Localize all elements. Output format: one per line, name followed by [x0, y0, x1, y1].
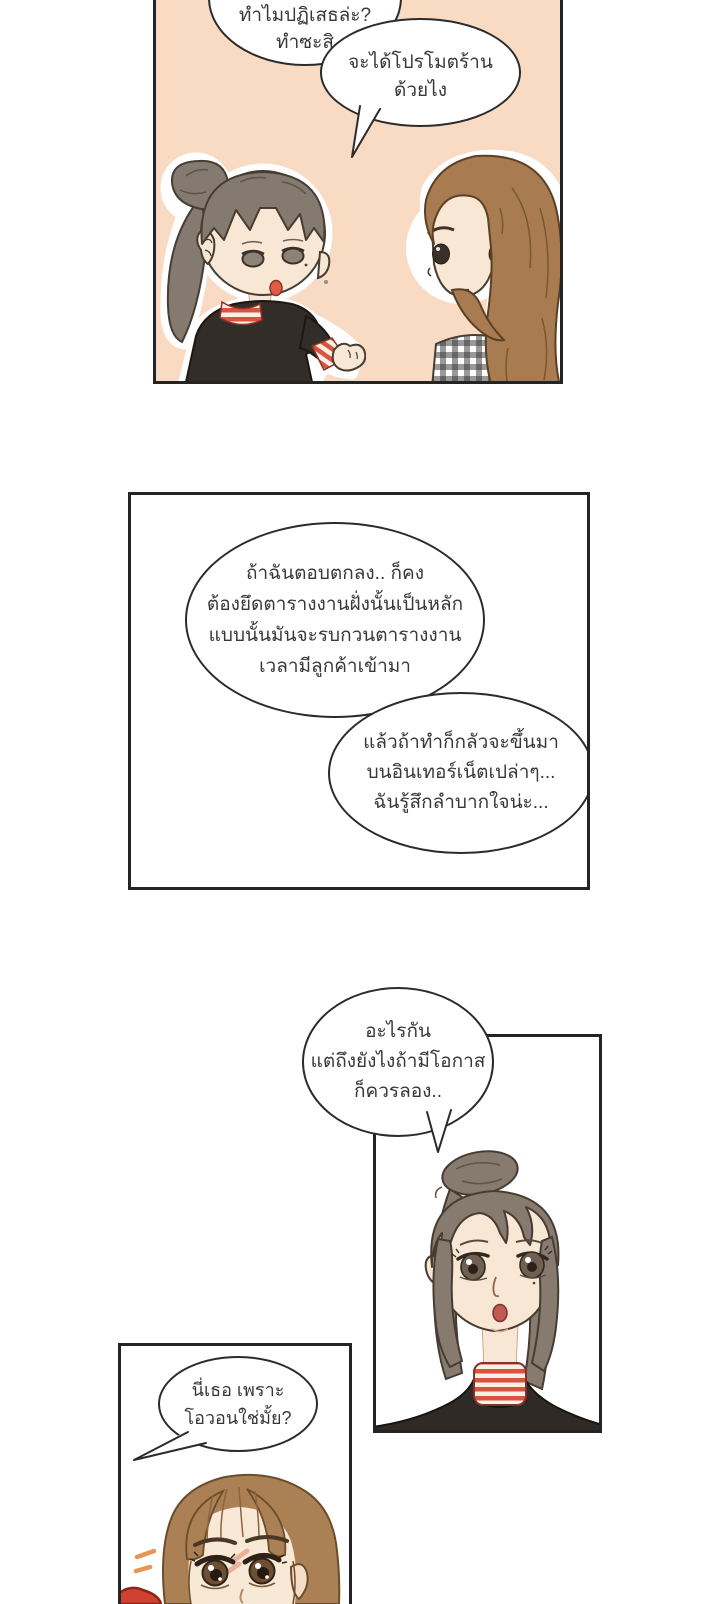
red-object [121, 1588, 161, 1604]
speech-line: อะไรกัน [365, 1021, 431, 1042]
speech-line: ฉันรู้สึกลำบากใจน่ะ... [373, 792, 549, 813]
speech-line: ด้วยไง [394, 79, 447, 101]
speech-line: ทำซะสิ [276, 32, 334, 53]
character-girl-wavy-hair [392, 148, 563, 384]
speech-line: เวลามีลูกค้าเข้ามา [259, 656, 411, 677]
speech-line: ทำไมปฏิเสธล่ะ? [238, 5, 372, 26]
comic-panel-2 [128, 492, 590, 890]
mouth [493, 1305, 507, 1322]
speech-line: โอวอนใช่มั้ย? [184, 1408, 292, 1428]
striped-turtleneck [474, 1363, 526, 1405]
speech-line: ก็ควรลอง.. [354, 1081, 442, 1102]
speech-bubble-3 [185, 522, 485, 718]
speech-line: บนอินเทอร์เน็ตเปล่าๆ... [366, 762, 556, 783]
right-eye [283, 249, 304, 264]
emphasis-marks [136, 1551, 154, 1571]
left-eye [243, 252, 264, 267]
speech-line: แล้วถ้าทำก็กลัวจะขึ้นมา [363, 732, 559, 753]
hand [333, 344, 366, 371]
character-girl-brown-bangs [121, 1461, 349, 1604]
bubble-tail [340, 100, 390, 162]
speech-bubble-4 [328, 692, 590, 854]
character-girl-high-ponytail [376, 1117, 599, 1433]
speech-line: แต่ถึงยังไงถ้ามีโอกาส [310, 1051, 486, 1072]
speech-line: จะได้โปรโมตร้าน [348, 51, 493, 73]
right-ear [318, 252, 329, 278]
speech-line: แบบนั้นมันจะรบกวนตารางงาน [208, 625, 462, 646]
bubble-tail [418, 1108, 462, 1158]
speech-bubble-5 [302, 987, 494, 1137]
comic-panel-4 [118, 1343, 352, 1604]
character-girl-ponytail [156, 146, 366, 382]
comic-panel-1 [153, 0, 563, 384]
speech-line: ถ้าฉันตอบตกลง.. ก็คง [245, 563, 424, 584]
beauty-mark [305, 264, 308, 267]
eye [433, 244, 450, 264]
speech-line: ต้องยึดตารางงานฝั่งนั้นเป็นหลัก [206, 594, 464, 615]
speech-line: นี่เธอ เพราะ [191, 1380, 285, 1400]
mouth [270, 281, 282, 296]
